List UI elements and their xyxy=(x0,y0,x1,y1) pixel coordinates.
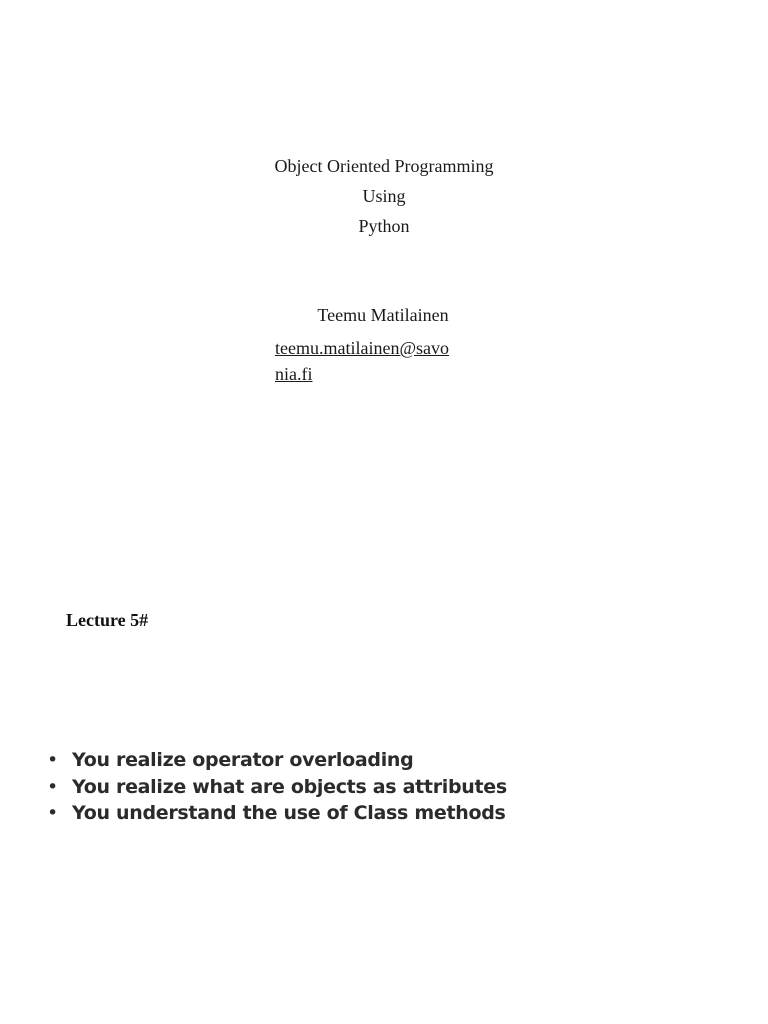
objective-text: You realize operator overloading xyxy=(72,749,414,771)
objective-item xyxy=(44,747,507,774)
author-name: Teemu Matilainen xyxy=(317,305,449,325)
bullet-icon: • xyxy=(47,775,58,798)
objective-item xyxy=(44,800,507,827)
objective-text: You understand the use of Class methods xyxy=(72,802,506,824)
lecture-number: Lecture 5# xyxy=(66,610,149,630)
objectives-list xyxy=(44,747,507,827)
objective-item xyxy=(44,774,507,801)
objective-text: You realize what are objects as attributes xyxy=(72,775,507,798)
bullet-icon: • xyxy=(47,802,58,824)
title-line-2: Using xyxy=(362,186,406,206)
title-line-1: Object Oriented Programming xyxy=(274,156,494,176)
bullet-icon: • xyxy=(47,749,58,771)
title-line-3: Python xyxy=(358,216,410,236)
author-email-link[interactable]: teemu.matilainen@savonia.fi xyxy=(275,338,450,384)
